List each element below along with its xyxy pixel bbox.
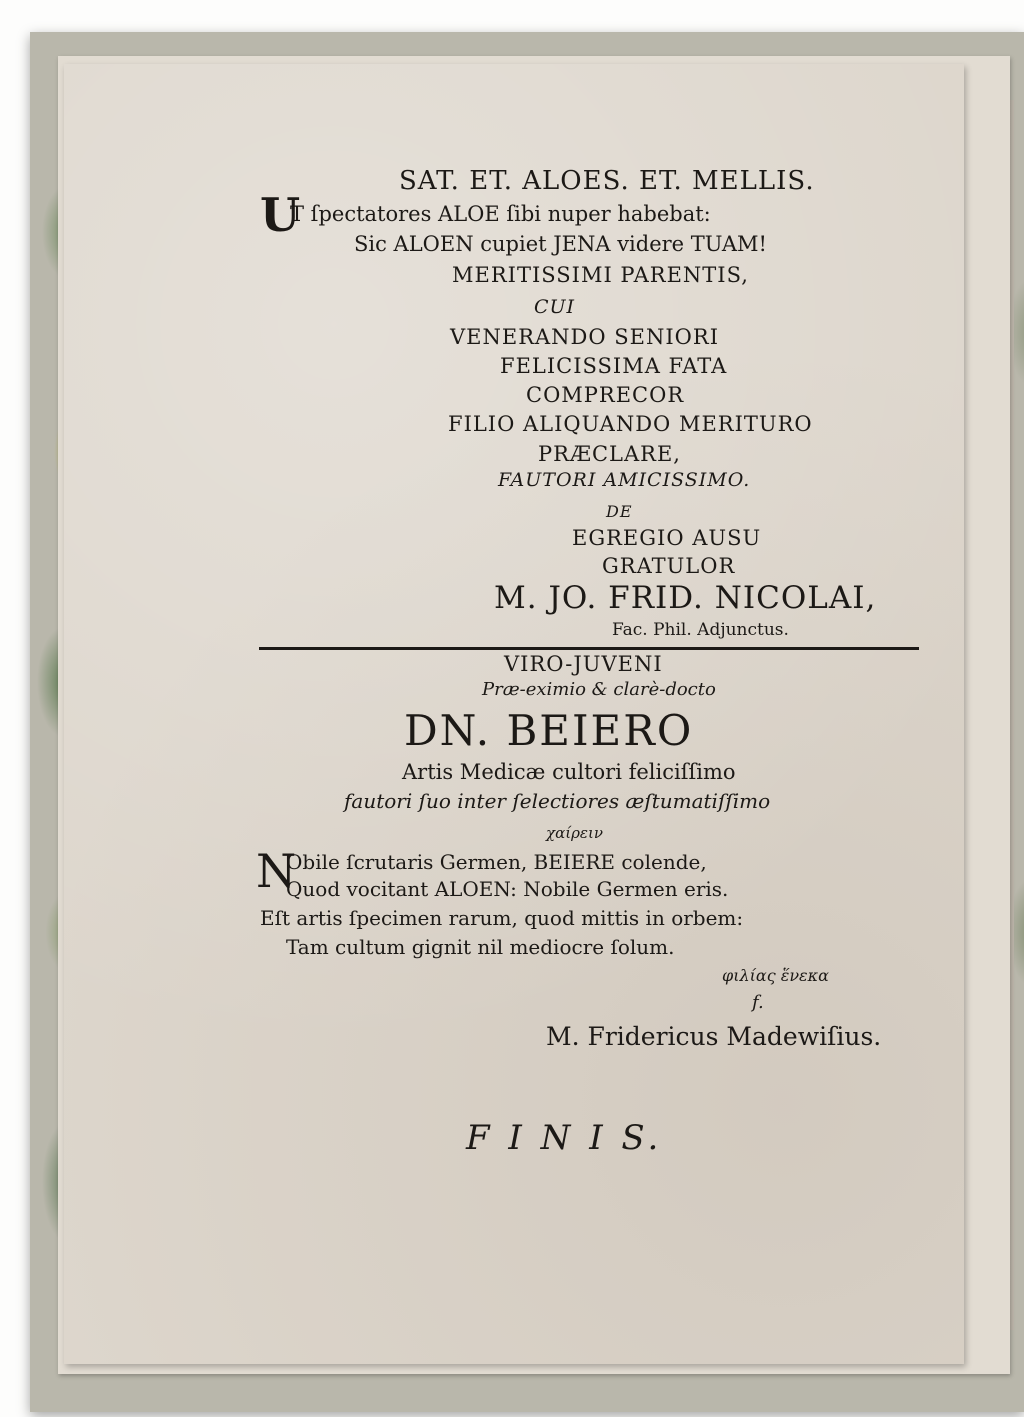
divider-rule: [259, 647, 919, 650]
poem2-greek: χαίρειν: [546, 824, 603, 842]
dedication-line: FELICISSIMA FATA: [500, 354, 728, 378]
dedication-line: PRÆCLARE,: [538, 442, 681, 466]
poem1-line1: T ſpectatores ALOE ſibi nuper habebat:: [290, 202, 711, 226]
dedication-line: DE: [606, 502, 633, 521]
poem2-author: M. Fridericus Madewiſius.: [546, 1022, 882, 1051]
verse-line: Obile ſcrutaris Germen, BEIERE colende,: [286, 850, 707, 874]
verse-line: Quod vocitant ALOEN: Nobile Germen eris.: [286, 877, 729, 901]
poem1-author: M. JO. FRID. NICOLAI,: [494, 580, 877, 616]
poem2-address1: VIRO-JUVENI: [504, 652, 663, 676]
poem2-greek-sign: φιλίας ἕνεκα: [722, 966, 829, 985]
poem2-name: DN. BEIERO: [404, 706, 694, 755]
dedication-line: VENERANDO SENIORI: [450, 325, 719, 349]
poem1-heading: SAT. ET. ALOES. ET. MELLIS.: [399, 166, 815, 196]
finis: F I N I S.: [466, 1118, 663, 1158]
poem1-author-title: Fac. Phil. Adjunctus.: [612, 620, 789, 640]
poem2-dropcap: N: [256, 844, 297, 898]
dedication-line: CUI: [534, 296, 576, 318]
dedication-line: COMPRECOR: [526, 383, 685, 407]
dedication-line: MERITISSIMI PARENTIS,: [452, 263, 749, 287]
poem2-f: f.: [752, 992, 764, 1013]
printed-leaf: [64, 64, 964, 1364]
verse-line: Tam cultum gignit nil mediocre ſolum.: [286, 935, 675, 959]
poem2-address2: Præ-eximio & clarè-docto: [482, 679, 716, 700]
dedication-line: FAUTORI AMICISSIMO.: [498, 469, 751, 491]
verse-line: Eſt artis ſpecimen rarum, quod mittis in orbem:: [260, 906, 744, 930]
poem1-line2: Sic ALOEN cupiet JENA videre TUAM!: [354, 232, 767, 256]
dedication-line: EGREGIO AUSU: [572, 526, 762, 550]
dedication-line: GRATULOR: [602, 554, 736, 578]
poem1-dropcap: U: [260, 188, 301, 242]
poem2-line2: fautori ſuo inter ſelectiores æſtumatiſſimo: [344, 789, 771, 813]
dedication-line: FILIO ALIQUANDO MERITURO: [448, 412, 813, 436]
poem2-line1: Artis Medicæ cultori feliciſſimo: [402, 760, 736, 784]
